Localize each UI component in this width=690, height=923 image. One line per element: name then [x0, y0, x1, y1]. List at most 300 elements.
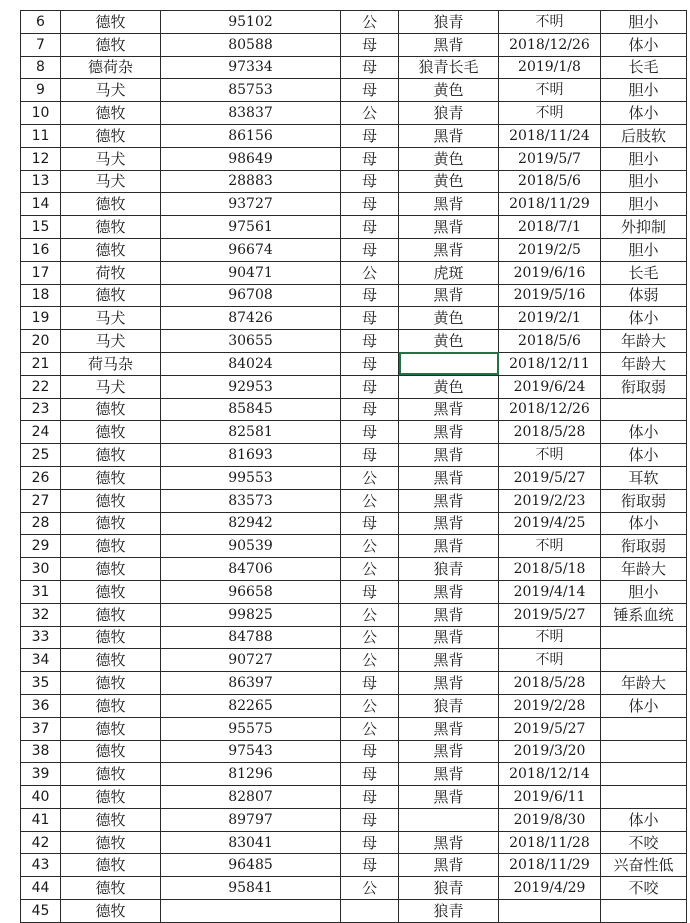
- note-cell[interactable]: 长毛: [601, 261, 687, 284]
- note-cell[interactable]: 年龄大: [601, 672, 687, 695]
- note-cell[interactable]: 体小: [601, 808, 687, 831]
- breed-cell[interactable]: 德牧: [61, 694, 161, 717]
- dog-id-cell[interactable]: 82942: [161, 512, 341, 535]
- sex-cell[interactable]: 母: [341, 398, 399, 421]
- birth-date-cell[interactable]: 2018/5/28: [499, 672, 601, 695]
- note-cell[interactable]: [601, 763, 687, 786]
- breed-cell[interactable]: 德牧: [61, 33, 161, 56]
- note-cell[interactable]: [601, 626, 687, 649]
- table-row: [21, 79, 687, 102]
- row-number-cell[interactable]: 28: [21, 512, 61, 535]
- row-number-cell[interactable]: 32: [21, 603, 61, 626]
- breed-cell[interactable]: 德牧: [61, 626, 161, 649]
- row-number-cell[interactable]: 22: [21, 375, 61, 398]
- dog-id-cell[interactable]: 84788: [161, 626, 341, 649]
- table-row: [21, 672, 687, 695]
- dog-id-cell[interactable]: [161, 900, 341, 923]
- dog-id-cell[interactable]: 85753: [161, 79, 341, 102]
- note-cell[interactable]: 胆小: [601, 193, 687, 216]
- note-cell[interactable]: 年龄大: [601, 330, 687, 353]
- sex-cell[interactable]: 公: [341, 717, 399, 740]
- note-cell[interactable]: [601, 398, 687, 421]
- note-cell[interactable]: [601, 649, 687, 672]
- dog-id-cell[interactable]: 97543: [161, 740, 341, 763]
- row-number-cell[interactable]: 14: [21, 193, 61, 216]
- birth-date-cell[interactable]: 2018/5/28: [499, 421, 601, 444]
- note-cell[interactable]: 年龄大: [601, 352, 687, 375]
- table-row: [21, 808, 687, 831]
- coat-color-cell[interactable]: 黑背: [399, 238, 499, 261]
- dog-id-cell[interactable]: 96708: [161, 284, 341, 307]
- note-cell[interactable]: 胆小: [601, 580, 687, 603]
- dog-id-cell[interactable]: 28883: [161, 170, 341, 193]
- note-cell[interactable]: [601, 786, 687, 809]
- table-row: [21, 786, 687, 809]
- note-cell[interactable]: 体小: [601, 512, 687, 535]
- dog-id-cell[interactable]: 95102: [161, 11, 341, 34]
- row-number-cell[interactable]: 20: [21, 330, 61, 353]
- note-cell[interactable]: 体小: [601, 307, 687, 330]
- coat-color-cell[interactable]: 黑背: [399, 717, 499, 740]
- coat-color-cell[interactable]: 黄色: [399, 375, 499, 398]
- row-number-cell[interactable]: 30: [21, 558, 61, 581]
- birth-date-cell[interactable]: [499, 900, 601, 923]
- sex-cell[interactable]: 公: [341, 102, 399, 125]
- row-number-cell[interactable]: 9: [21, 79, 61, 102]
- row-number-cell[interactable]: 17: [21, 261, 61, 284]
- breed-cell[interactable]: 马犬: [61, 170, 161, 193]
- note-cell[interactable]: [601, 717, 687, 740]
- table-row: [21, 284, 687, 307]
- table-row: [21, 238, 687, 261]
- dog-id-cell[interactable]: 89797: [161, 808, 341, 831]
- note-cell[interactable]: 不咬: [601, 877, 687, 900]
- row-number-cell[interactable]: 19: [21, 307, 61, 330]
- row-number-cell[interactable]: 18: [21, 284, 61, 307]
- breed-cell[interactable]: 马犬: [61, 79, 161, 102]
- coat-color-cell[interactable]: 狼青: [399, 11, 499, 34]
- sex-cell[interactable]: 母: [341, 193, 399, 216]
- birth-date-cell[interactable]: 2019/5/27: [499, 603, 601, 626]
- breed-cell[interactable]: 德牧: [61, 900, 161, 923]
- note-cell[interactable]: 不咬: [601, 831, 687, 854]
- coat-color-cell[interactable]: 狼青长毛: [399, 56, 499, 79]
- sex-cell[interactable]: 母: [341, 786, 399, 809]
- table-row: [21, 421, 687, 444]
- note-cell[interactable]: 后肢软: [601, 124, 687, 147]
- sex-cell[interactable]: 公: [341, 11, 399, 34]
- sex-cell[interactable]: 公: [341, 489, 399, 512]
- note-cell[interactable]: 体小: [601, 102, 687, 125]
- row-number-cell[interactable]: 35: [21, 672, 61, 695]
- birth-date-cell[interactable]: 2019/5/27: [499, 717, 601, 740]
- table-row: [21, 717, 687, 740]
- dog-id-cell[interactable]: 99553: [161, 466, 341, 489]
- birth-date-cell[interactable]: 2019/6/11: [499, 786, 601, 809]
- breed-cell[interactable]: 马犬: [61, 147, 161, 170]
- sex-cell[interactable]: 母: [341, 124, 399, 147]
- coat-color-cell[interactable]: 狼青: [399, 900, 499, 923]
- dog-id-cell[interactable]: 96674: [161, 238, 341, 261]
- coat-color-cell[interactable]: 黑背: [399, 854, 499, 877]
- row-number-cell[interactable]: 33: [21, 626, 61, 649]
- dog-id-cell[interactable]: 93727: [161, 193, 341, 216]
- dog-id-cell[interactable]: 99825: [161, 603, 341, 626]
- birth-date-cell[interactable]: 2019/5/16: [499, 284, 601, 307]
- birth-date-cell[interactable]: 2019/2/1: [499, 307, 601, 330]
- note-cell[interactable]: 胆小: [601, 147, 687, 170]
- breed-cell[interactable]: 德牧: [61, 102, 161, 125]
- birth-date-cell[interactable]: 2019/4/14: [499, 580, 601, 603]
- coat-color-cell[interactable]: 黑背: [399, 580, 499, 603]
- row-number-cell[interactable]: 37: [21, 717, 61, 740]
- coat-color-cell[interactable]: 狼青: [399, 694, 499, 717]
- row-number-cell[interactable]: 43: [21, 854, 61, 877]
- row-number-cell[interactable]: 27: [21, 489, 61, 512]
- row-number-cell[interactable]: 15: [21, 216, 61, 239]
- note-cell[interactable]: 耳软: [601, 466, 687, 489]
- row-number-cell[interactable]: 23: [21, 398, 61, 421]
- note-cell[interactable]: 衔取弱: [601, 535, 687, 558]
- sex-cell[interactable]: 公: [341, 558, 399, 581]
- row-number-cell[interactable]: 6: [21, 11, 61, 34]
- coat-color-cell[interactable]: [399, 808, 499, 831]
- breed-cell[interactable]: 德牧: [61, 763, 161, 786]
- coat-color-cell[interactable]: 黑背: [399, 421, 499, 444]
- birth-date-cell[interactable]: 2018/5/6: [499, 330, 601, 353]
- sex-cell[interactable]: 母: [341, 307, 399, 330]
- breed-cell[interactable]: 德牧: [61, 831, 161, 854]
- row-number-cell[interactable]: 29: [21, 535, 61, 558]
- dog-id-cell[interactable]: 96485: [161, 854, 341, 877]
- sex-cell[interactable]: 母: [341, 352, 399, 375]
- birth-date-cell[interactable]: 2018/11/24: [499, 124, 601, 147]
- sex-cell[interactable]: 母: [341, 216, 399, 239]
- birth-date-cell[interactable]: 不明: [499, 79, 601, 102]
- breed-cell[interactable]: 德牧: [61, 740, 161, 763]
- coat-color-cell[interactable]: 狼青: [399, 102, 499, 125]
- dog-id-cell[interactable]: 82581: [161, 421, 341, 444]
- birth-date-cell[interactable]: 不明: [499, 102, 601, 125]
- coat-color-cell[interactable]: 黑背: [399, 649, 499, 672]
- row-number-cell[interactable]: 25: [21, 444, 61, 467]
- sex-cell[interactable]: 公: [341, 535, 399, 558]
- dog-id-cell[interactable]: 82807: [161, 786, 341, 809]
- note-cell[interactable]: 兴奋性低: [601, 854, 687, 877]
- note-cell[interactable]: [601, 740, 687, 763]
- breed-cell[interactable]: 德牧: [61, 124, 161, 147]
- birth-date-cell[interactable]: 不明: [499, 626, 601, 649]
- note-cell[interactable]: 长毛: [601, 56, 687, 79]
- birth-date-cell[interactable]: 2019/8/30: [499, 808, 601, 831]
- breed-cell[interactable]: 德牧: [61, 489, 161, 512]
- row-number-cell[interactable]: 21: [21, 352, 61, 375]
- breed-cell[interactable]: 德牧: [61, 717, 161, 740]
- sex-cell[interactable]: 母: [341, 672, 399, 695]
- breed-cell[interactable]: 德牧: [61, 603, 161, 626]
- dog-id-cell[interactable]: 84706: [161, 558, 341, 581]
- sex-cell[interactable]: 母: [341, 147, 399, 170]
- breed-cell[interactable]: 德牧: [61, 786, 161, 809]
- table-row: [21, 649, 687, 672]
- sex-cell[interactable]: 母: [341, 79, 399, 102]
- sex-cell[interactable]: 公: [341, 261, 399, 284]
- row-number-cell[interactable]: 45: [21, 900, 61, 923]
- birth-date-cell[interactable]: 2019/2/28: [499, 694, 601, 717]
- dog-id-cell[interactable]: 87426: [161, 307, 341, 330]
- birth-date-cell[interactable]: 2018/12/11: [499, 352, 601, 375]
- table-row: [21, 489, 687, 512]
- row-number-cell[interactable]: 44: [21, 877, 61, 900]
- breed-cell[interactable]: 德牧: [61, 421, 161, 444]
- birth-date-cell[interactable]: 2019/1/8: [499, 56, 601, 79]
- note-cell[interactable]: 年龄大: [601, 558, 687, 581]
- note-cell[interactable]: 胆小: [601, 170, 687, 193]
- coat-color-cell[interactable]: 黑背: [399, 786, 499, 809]
- birth-date-cell[interactable]: 2019/6/24: [499, 375, 601, 398]
- sex-cell[interactable]: 公: [341, 466, 399, 489]
- birth-date-cell[interactable]: 2018/11/28: [499, 831, 601, 854]
- row-number-cell[interactable]: 34: [21, 649, 61, 672]
- coat-color-cell[interactable]: 黑背: [399, 466, 499, 489]
- coat-color-cell[interactable]: 黄色: [399, 307, 499, 330]
- table-row: [21, 854, 687, 877]
- note-cell[interactable]: 体小: [601, 33, 687, 56]
- table-row: [21, 307, 687, 330]
- dog-id-cell[interactable]: 83041: [161, 831, 341, 854]
- breed-cell[interactable]: 德牧: [61, 535, 161, 558]
- table-row: [21, 33, 687, 56]
- dog-id-cell[interactable]: 97334: [161, 56, 341, 79]
- dog-id-cell[interactable]: 30655: [161, 330, 341, 353]
- breed-cell[interactable]: 德牧: [61, 466, 161, 489]
- table-row: [21, 56, 687, 79]
- breed-cell[interactable]: 荷牧: [61, 261, 161, 284]
- row-number-cell[interactable]: 7: [21, 33, 61, 56]
- dog-id-cell[interactable]: 92953: [161, 375, 341, 398]
- coat-color-cell[interactable]: 黑背: [399, 489, 499, 512]
- birth-date-cell[interactable]: 2018/12/26: [499, 398, 601, 421]
- birth-date-cell[interactable]: 不明: [499, 535, 601, 558]
- breed-cell[interactable]: 德牧: [61, 11, 161, 34]
- breed-cell[interactable]: 德牧: [61, 649, 161, 672]
- coat-color-cell[interactable]: [399, 352, 499, 375]
- birth-date-cell[interactable]: 2019/5/27: [499, 466, 601, 489]
- coat-color-cell[interactable]: 黑背: [399, 284, 499, 307]
- birth-date-cell[interactable]: 不明: [499, 649, 601, 672]
- birth-date-cell[interactable]: 2018/5/18: [499, 558, 601, 581]
- birth-date-cell[interactable]: 2019/5/7: [499, 147, 601, 170]
- note-cell[interactable]: 外抑制: [601, 216, 687, 239]
- sex-cell[interactable]: 母: [341, 580, 399, 603]
- coat-color-cell[interactable]: 黑背: [399, 603, 499, 626]
- dog-id-cell[interactable]: 96658: [161, 580, 341, 603]
- birth-date-cell[interactable]: 2019/3/20: [499, 740, 601, 763]
- coat-color-cell[interactable]: 黑背: [399, 831, 499, 854]
- breed-cell[interactable]: 德荷杂: [61, 56, 161, 79]
- dog-id-cell[interactable]: 86156: [161, 124, 341, 147]
- breed-cell[interactable]: 德牧: [61, 238, 161, 261]
- note-cell[interactable]: 衔取弱: [601, 375, 687, 398]
- note-cell[interactable]: 体小: [601, 444, 687, 467]
- breed-cell[interactable]: 荷马杂: [61, 352, 161, 375]
- coat-color-cell[interactable]: 黑背: [399, 124, 499, 147]
- dog-id-cell[interactable]: 98649: [161, 147, 341, 170]
- dog-id-cell[interactable]: 90471: [161, 261, 341, 284]
- coat-color-cell[interactable]: 黄色: [399, 170, 499, 193]
- note-cell[interactable]: 体小: [601, 421, 687, 444]
- note-cell[interactable]: 胆小: [601, 238, 687, 261]
- sex-cell[interactable]: 母: [341, 763, 399, 786]
- row-number-cell[interactable]: 8: [21, 56, 61, 79]
- coat-color-cell[interactable]: 虎斑: [399, 261, 499, 284]
- dog-id-cell[interactable]: 90539: [161, 535, 341, 558]
- row-number-cell[interactable]: 26: [21, 466, 61, 489]
- sex-cell[interactable]: 母: [341, 238, 399, 261]
- coat-color-cell[interactable]: 狼青: [399, 877, 499, 900]
- note-cell[interactable]: 锤系血统: [601, 603, 687, 626]
- birth-date-cell[interactable]: 2018/11/29: [499, 854, 601, 877]
- sex-cell[interactable]: 母: [341, 56, 399, 79]
- coat-color-cell[interactable]: 黑背: [399, 512, 499, 535]
- breed-cell[interactable]: 马犬: [61, 330, 161, 353]
- coat-color-cell[interactable]: 黑背: [399, 763, 499, 786]
- sex-cell[interactable]: 公: [341, 603, 399, 626]
- row-number-cell[interactable]: 40: [21, 786, 61, 809]
- note-cell[interactable]: [601, 900, 687, 923]
- table-row: [21, 444, 687, 467]
- sex-cell[interactable]: 公: [341, 626, 399, 649]
- breed-cell[interactable]: 马犬: [61, 307, 161, 330]
- birth-date-cell[interactable]: 2018/12/26: [499, 33, 601, 56]
- sex-cell[interactable]: 母: [341, 808, 399, 831]
- coat-color-cell[interactable]: 黑背: [399, 535, 499, 558]
- dog-id-cell[interactable]: 86397: [161, 672, 341, 695]
- row-number-cell[interactable]: 10: [21, 102, 61, 125]
- dog-id-cell[interactable]: 83837: [161, 102, 341, 125]
- sex-cell[interactable]: 母: [341, 421, 399, 444]
- breed-cell[interactable]: 德牧: [61, 672, 161, 695]
- birth-date-cell[interactable]: 2018/7/1: [499, 216, 601, 239]
- row-number-cell[interactable]: 42: [21, 831, 61, 854]
- birth-date-cell[interactable]: 不明: [499, 444, 601, 467]
- note-cell[interactable]: 体小: [601, 694, 687, 717]
- dog-id-cell[interactable]: 85845: [161, 398, 341, 421]
- breed-cell[interactable]: 德牧: [61, 398, 161, 421]
- birth-date-cell[interactable]: 2018/11/29: [499, 193, 601, 216]
- table-row: [21, 330, 687, 353]
- row-number-cell[interactable]: 16: [21, 238, 61, 261]
- dog-id-cell[interactable]: 84024: [161, 352, 341, 375]
- dog-id-cell[interactable]: 95575: [161, 717, 341, 740]
- sex-cell[interactable]: 母: [341, 284, 399, 307]
- sex-cell[interactable]: 母: [341, 831, 399, 854]
- coat-color-cell[interactable]: 黑背: [399, 740, 499, 763]
- dog-id-cell[interactable]: 82265: [161, 694, 341, 717]
- row-number-cell[interactable]: 38: [21, 740, 61, 763]
- coat-color-cell[interactable]: 黑背: [399, 398, 499, 421]
- note-cell[interactable]: 体弱: [601, 284, 687, 307]
- sex-cell[interactable]: 母: [341, 170, 399, 193]
- birth-date-cell[interactable]: 不明: [499, 11, 601, 34]
- row-number-cell[interactable]: 12: [21, 147, 61, 170]
- table-row: [21, 466, 687, 489]
- breed-cell[interactable]: 德牧: [61, 854, 161, 877]
- sex-cell[interactable]: 母: [341, 33, 399, 56]
- sex-cell[interactable]: 公: [341, 877, 399, 900]
- breed-cell[interactable]: 德牧: [61, 444, 161, 467]
- row-number-cell[interactable]: 13: [21, 170, 61, 193]
- breed-cell[interactable]: 德牧: [61, 193, 161, 216]
- row-number-cell[interactable]: 24: [21, 421, 61, 444]
- breed-cell[interactable]: 德牧: [61, 580, 161, 603]
- breed-cell[interactable]: 德牧: [61, 558, 161, 581]
- coat-color-cell[interactable]: 黑背: [399, 33, 499, 56]
- sex-cell[interactable]: 母: [341, 740, 399, 763]
- sex-cell[interactable]: 母: [341, 444, 399, 467]
- row-number-cell[interactable]: 41: [21, 808, 61, 831]
- coat-color-cell[interactable]: 黑背: [399, 672, 499, 695]
- breed-cell[interactable]: 德牧: [61, 808, 161, 831]
- breed-cell[interactable]: 德牧: [61, 216, 161, 239]
- birth-date-cell[interactable]: 2018/5/6: [499, 170, 601, 193]
- coat-color-cell[interactable]: 黄色: [399, 79, 499, 102]
- dog-id-cell[interactable]: 90727: [161, 649, 341, 672]
- table-row: [21, 261, 687, 284]
- dog-id-cell[interactable]: 95841: [161, 877, 341, 900]
- dog-id-cell[interactable]: 83573: [161, 489, 341, 512]
- note-cell[interactable]: 衔取弱: [601, 489, 687, 512]
- dog-id-cell[interactable]: 81693: [161, 444, 341, 467]
- row-number-cell[interactable]: 11: [21, 124, 61, 147]
- table-row: [21, 694, 687, 717]
- coat-color-cell[interactable]: 黑背: [399, 216, 499, 239]
- row-number-cell[interactable]: 36: [21, 694, 61, 717]
- breed-cell[interactable]: 德牧: [61, 877, 161, 900]
- coat-color-cell[interactable]: 黑背: [399, 193, 499, 216]
- coat-color-cell[interactable]: 狼青: [399, 558, 499, 581]
- sex-cell[interactable]: 母: [341, 854, 399, 877]
- sex-cell[interactable]: 公: [341, 649, 399, 672]
- note-cell[interactable]: 胆小: [601, 79, 687, 102]
- sex-cell[interactable]: [341, 900, 399, 923]
- sex-cell[interactable]: 母: [341, 330, 399, 353]
- birth-date-cell[interactable]: 2019/2/5: [499, 238, 601, 261]
- coat-color-cell[interactable]: 黄色: [399, 147, 499, 170]
- coat-color-cell[interactable]: 黑背: [399, 444, 499, 467]
- row-number-cell[interactable]: 31: [21, 580, 61, 603]
- coat-color-cell[interactable]: 黑背: [399, 626, 499, 649]
- breed-cell[interactable]: 德牧: [61, 284, 161, 307]
- note-cell[interactable]: 胆小: [601, 11, 687, 34]
- birth-date-cell[interactable]: 2018/12/14: [499, 763, 601, 786]
- coat-color-cell[interactable]: 黄色: [399, 330, 499, 353]
- birth-date-cell[interactable]: 2019/6/16: [499, 261, 601, 284]
- sex-cell[interactable]: 母: [341, 375, 399, 398]
- dog-id-cell[interactable]: 81296: [161, 763, 341, 786]
- birth-date-cell[interactable]: 2019/4/29: [499, 877, 601, 900]
- row-number-cell[interactable]: 39: [21, 763, 61, 786]
- dog-id-cell[interactable]: 80588: [161, 33, 341, 56]
- sex-cell[interactable]: 母: [341, 512, 399, 535]
- sex-cell[interactable]: 公: [341, 694, 399, 717]
- birth-date-cell[interactable]: 2019/2/23: [499, 489, 601, 512]
- breed-cell[interactable]: 马犬: [61, 375, 161, 398]
- dog-id-cell[interactable]: 97561: [161, 216, 341, 239]
- breed-cell[interactable]: 德牧: [61, 512, 161, 535]
- birth-date-cell[interactable]: 2019/4/25: [499, 512, 601, 535]
- table-row: [21, 352, 687, 375]
